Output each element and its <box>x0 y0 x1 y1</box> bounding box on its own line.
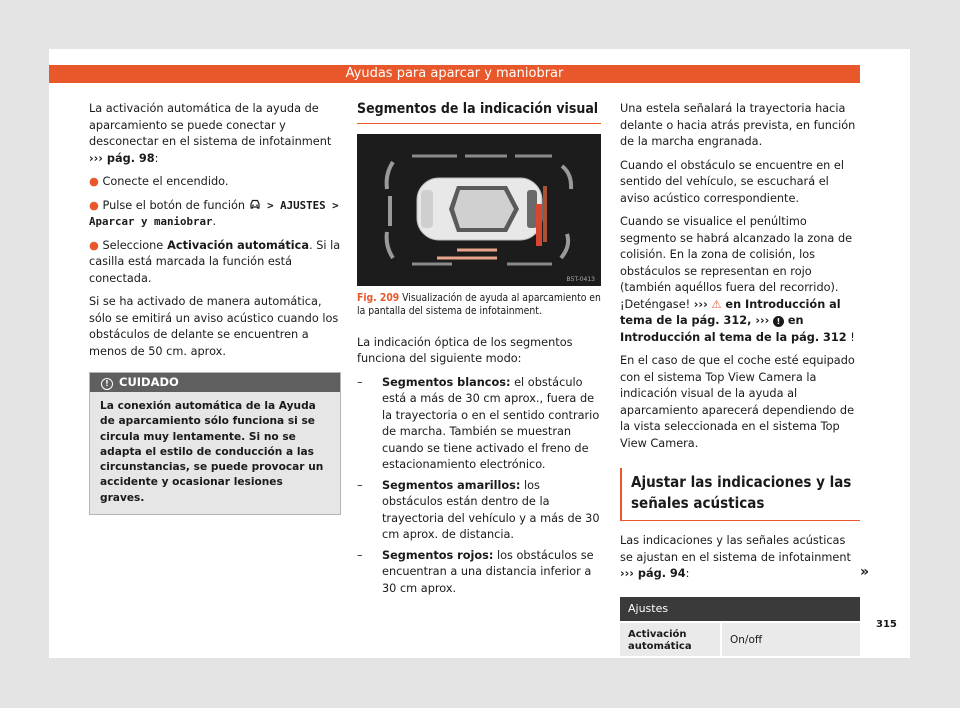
parking-display-figure <box>357 134 601 286</box>
front-segment-white <box>387 232 393 258</box>
parking-aid-graphic <box>357 134 601 286</box>
table-cell-label: Activación automática <box>628 628 692 652</box>
rear-segment-white <box>562 166 571 189</box>
auto-paragraph: Si se ha activado de manera automática, sólo se emitirá un aviso acústico cuando los obstáculos de delante se encuentren a menos de 50 cm. aprox. <box>89 295 339 358</box>
page-header: Ayudas para aparcar y maniobrar <box>49 65 860 83</box>
car-menu-icon <box>249 199 261 210</box>
list-item: – Segmentos blancos: el obstáculo está a más de 30 cm aprox., fuera de la trayectoria o en el sentido contrario de marcha. También se muestran cuando se tiene activado el freno de estacionamiento electrónico. <box>357 375 600 471</box>
front-segment-white <box>387 162 393 189</box>
section-title-segments: Segmentos de la indicación visual <box>357 101 601 124</box>
list-item: – Segmentos rojos: los obstáculos se encuentran a una distancia inferior a 30 cm aprox. <box>357 548 594 595</box>
figure-code: B5T-0413 <box>566 275 595 283</box>
column-middle <box>357 101 601 601</box>
continue-mark: » <box>860 564 870 580</box>
rear-segment-white <box>561 234 568 258</box>
caution-box <box>89 372 341 515</box>
intro-ref-link[interactable]: en Introducción al tema de la pág. 312 <box>620 314 847 344</box>
column-left <box>89 101 341 515</box>
caution-header: ! CUIDADO <box>90 373 340 392</box>
settings-paragraph: Las indicaciones y las señales acústicas se ajustan en el sistema de infotainment ››› pág. 94: <box>620 534 851 580</box>
step-3: ● Seleccione Activación automática. Si la casilla está marcada la función está conectada. <box>89 238 341 285</box>
settings-table <box>620 597 860 656</box>
acoustic-paragraph: Cuando el obstáculo se encuentre en el sentido del vehículo, se escuchará el aviso acústico correspondiente. <box>620 158 844 205</box>
list-item: – Segmentos amarillos: los obstáculos están dentro de la trayectoria del vehículo y a más de 30 cm aprox. de distancia. <box>357 478 600 541</box>
trajectory-paragraph: Una estela señalará la trayectoria hacia delante o hacia atrás prevista, en función de la marcha engranada. <box>620 102 856 148</box>
step-2: ● Pulse el botón de función > AJUSTES > Aparcar y maniobrar. <box>89 198 339 228</box>
table-header: Ajustes <box>620 597 860 621</box>
table-cell-value: On/off <box>720 623 762 656</box>
figure-caption: Fig. 209 Visualización de ayuda al aparcamiento en la pantalla del sistema de infotainment. <box>357 291 601 317</box>
note-circle-icon: ! <box>773 316 784 327</box>
page-number: 315 <box>876 619 897 630</box>
car-top-view <box>417 178 542 240</box>
caution-text: La conexión automática de la Ayuda de aparcamiento sólo funciona si se circula muy lentamente. Si no se adapta el estilo de conducción a las circunstancias, se puede provocar un accidente y ocasionar lesiones graves. <box>90 392 340 514</box>
top-view-paragraph: En el caso de que el coche esté equipado con el sistema Top View Camera la indicación visual de la ayuda al aparcamiento aparecerá dependiendo de la vista seleccionada en el sistema Top View Camera. <box>620 354 855 450</box>
section-title-settings: Ajustar las indicaciones y las señales acústicas <box>620 468 860 521</box>
collision-paragraph: Cuando se visualice el penúltimo segmento se habrá alcanzado la zona de colisión. En la zona de colisión, los obstáculos se representan en rojo (también aquéllos fuera del recorrido). ¡Deténgase! ››› ⚠ en Introducción al tema de la pág. 312, ››› ! en Introducción al tema de la pág. 312 ! <box>620 215 855 344</box>
intro-paragraph: La activación automática de la ayuda de aparcamiento se puede conectar y desconectar en el sistema de infotainment ››› pág. 98: <box>89 102 332 165</box>
warning-circle-icon: ! <box>101 378 113 390</box>
warning-triangle-icon: ⚠ <box>711 297 722 311</box>
page-ref-link[interactable]: ››› pág. 94 <box>620 567 686 580</box>
page-ref-link[interactable]: ››› pág. 98 <box>89 151 155 165</box>
column-right <box>620 101 860 656</box>
intro-ref-link[interactable]: en Introducción al tema de la pág. 312 <box>620 297 841 327</box>
segments-intro: La indicación óptica de los segmentos funciona del siguiente modo: <box>357 335 573 365</box>
table-row <box>620 623 860 656</box>
step-1: ● Conecte el encendido. <box>89 175 229 188</box>
